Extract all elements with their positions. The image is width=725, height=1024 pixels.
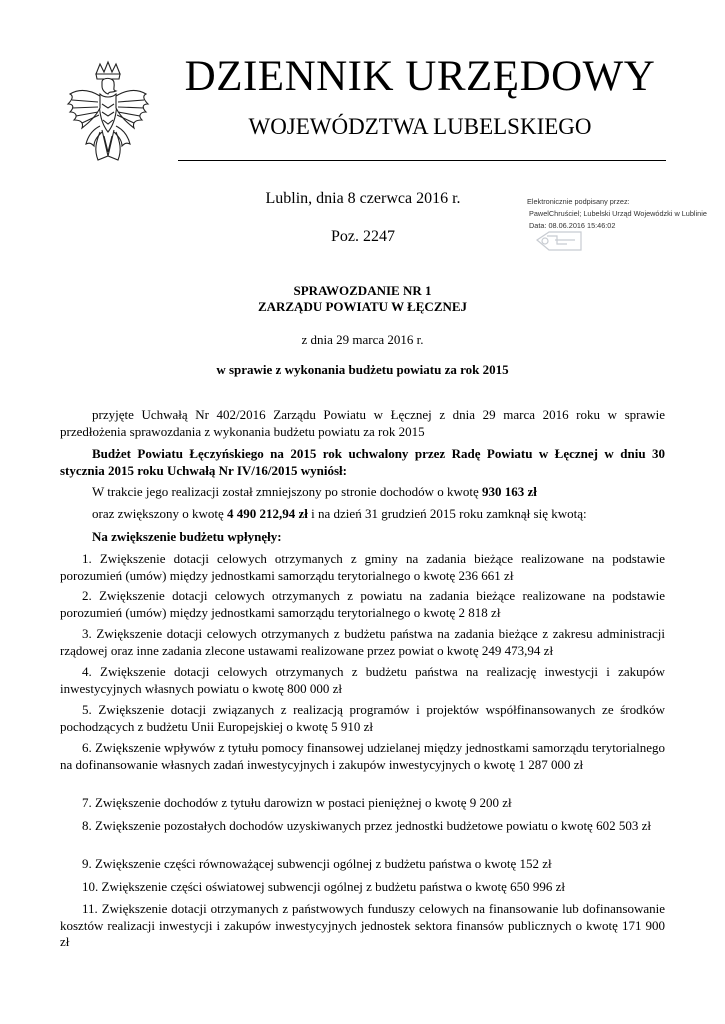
signature-stamp-icon <box>531 226 587 256</box>
report-date: z dnia 29 marca 2016 r. <box>301 332 424 347</box>
place-and-date: Lublin, dnia 8 czerwca 2016 r. <box>265 190 461 207</box>
intro-text: przyjęte Uchwałą Nr 402/2016 Zarządu Powiatu w Łęcznej z dnia 29 marca 2016 roku w sprawie przedłożenia sprawozdania z wykonania budżetu powiatu za rok 2015 <box>60 407 665 439</box>
list-item-text: Zwiększenie dotacji otrzymanych z państwowych funduszy celowych na finansowanie lub dofinansowanie kosztów realizacji inwestycji i zakupów inwestycyjnych jednostek sektora finansów publicznych o kwotę 171 900 zł <box>60 901 665 949</box>
increase-text-a: oraz zwiększony o kwotę <box>92 506 228 521</box>
list-item-number: 4. <box>82 664 92 679</box>
list-item <box>60 664 665 697</box>
list-item-text: Zwiększenie dotacji celowych otrzymanych z budżetu państwa na realizację inwestycji i zakupów inwestycyjnych własnych powiatu o kwotę 800 000 zł <box>60 664 665 696</box>
list-item-number: 2. <box>82 588 92 603</box>
electronic-signature-block <box>525 196 720 260</box>
list-item <box>60 702 665 735</box>
signature-label: Elektronicznie podpisany przez: <box>527 197 630 206</box>
list-item-number: 7. <box>82 795 92 810</box>
position-number: Poz. 2247 <box>331 228 395 245</box>
report-subject: w sprawie z wykonania budżetu powiatu za rok 2015 <box>216 362 509 377</box>
list-item-number: 1. <box>82 551 92 566</box>
decrease-amount: 930 163 zł <box>482 484 537 499</box>
increase-amount: 4 490 212,94 zł <box>227 506 308 521</box>
list-item <box>60 551 665 584</box>
header-divider <box>178 160 666 161</box>
list-item <box>60 588 665 621</box>
intro-paragraph <box>60 407 665 440</box>
budget-statement-text: Budżet Powiatu Łęczyńskiego na 2015 rok uchwalony przez Radę Powiatu w Łęcznej w dniu 30 stycznia 2015 roku Uchwałą Nr IV/16/2015 wyniósł: <box>60 446 665 478</box>
list-item <box>60 856 665 873</box>
list-item-text: Zwiększenie dotacji celowych otrzymanych z powiatu na zadania bieżące realizowane na podstawie porozumień (umów) między jednostkami samorządu terytorialnego o kwotę 2 818 zł <box>60 588 666 620</box>
report-title-line2: ZARZĄDU POWIATU W ŁĘCZNEJ <box>257 299 468 314</box>
list-item <box>60 626 665 659</box>
increases-heading-text: Na zwiększenie budżetu wpłynęły: <box>92 529 282 544</box>
list-item-text: Zwiększenie części oświatowej subwencji ogólnej z budżetu państwa o kwotę 650 996 zł <box>101 879 566 894</box>
increase-paragraph <box>60 506 665 523</box>
list-item-text: Zwiększenie dochodów z tytułu darowizn w postaci pieniężnej o kwotę 9 200 zł <box>95 795 512 810</box>
signature-date: Data: 08.06.2016 15:46:02 <box>529 221 616 230</box>
list-item-number: 6. <box>82 740 92 755</box>
list-item-number: 8. <box>82 818 92 833</box>
list-item-text: Zwiększenie dotacji celowych otrzymanych z gminy na zadania bieżące realizowane na podstawie porozumień (umów) między jednostkami samorządu terytorialnego o kwotę 236 661 zł <box>60 551 666 583</box>
list-item-number: 9. <box>82 856 92 871</box>
decrease-paragraph <box>60 484 665 501</box>
journal-title: DZIENNIK URZĘDOWY <box>184 53 656 100</box>
list-item-text: Zwiększenie dotacji związanych z realizacją programów i projektów współfinansowanych ze środków pochodzących z budżetu Unii Europejskiej o kwotę 5 910 zł <box>60 702 666 734</box>
list-item-number: 11. <box>82 901 98 916</box>
list-item <box>60 901 665 951</box>
list-item <box>60 818 665 835</box>
list-item <box>60 795 665 812</box>
journal-subtitle: WOJEWÓDZTWA LUBELSKIEGO <box>248 114 592 139</box>
eagle-emblem-icon <box>62 60 154 170</box>
list-item-text: Zwiększenie dotacji celowych otrzymanych z budżetu państwa na zadania bieżące z zakresu administracji rządowej oraz inne zadania zlecone ustawami realizowane przez powiat o kwotę 249 473,94 zł <box>60 626 665 658</box>
list-item-text: Zwiększenie wpływów z tytułu pomocy finansowej udzielanej między jednostkami samorządu terytorialnego na dofinansowanie własnych zadań inwestycyjnych i zakupów inwestycyjnych o kwotę 1 287 000 zł <box>60 740 666 772</box>
list-item-number: 3. <box>82 626 92 641</box>
list-item <box>60 740 665 773</box>
increase-text-b: i na dzień 31 grudzień 2015 roku zamknął się kwotą: <box>307 506 587 521</box>
signature-signer: PawelChruściel; Lubelski Urząd Wojewódzki w Lublinie <box>529 209 707 218</box>
list-item-text: Zwiększenie pozostałych dochodów uzyskiwanych przez jednostki budżetowe powiatu o kwotę 602 503 zł <box>95 818 651 833</box>
decrease-text: W trakcie jego realizacji został zmniejszony po stronie dochodów o kwotę <box>92 484 482 499</box>
list-item-number: 5. <box>82 702 92 717</box>
budget-statement-paragraph <box>60 446 665 479</box>
increases-heading <box>60 529 665 546</box>
report-title-line1: SPRAWOZDANIE NR 1 <box>293 283 432 298</box>
list-item-text: Zwiększenie części równoważącej subwencji ogólnej z budżetu państwa o kwotę 152 zł <box>95 856 552 871</box>
list-item-number: 10. <box>82 879 99 894</box>
list-item <box>60 879 665 896</box>
